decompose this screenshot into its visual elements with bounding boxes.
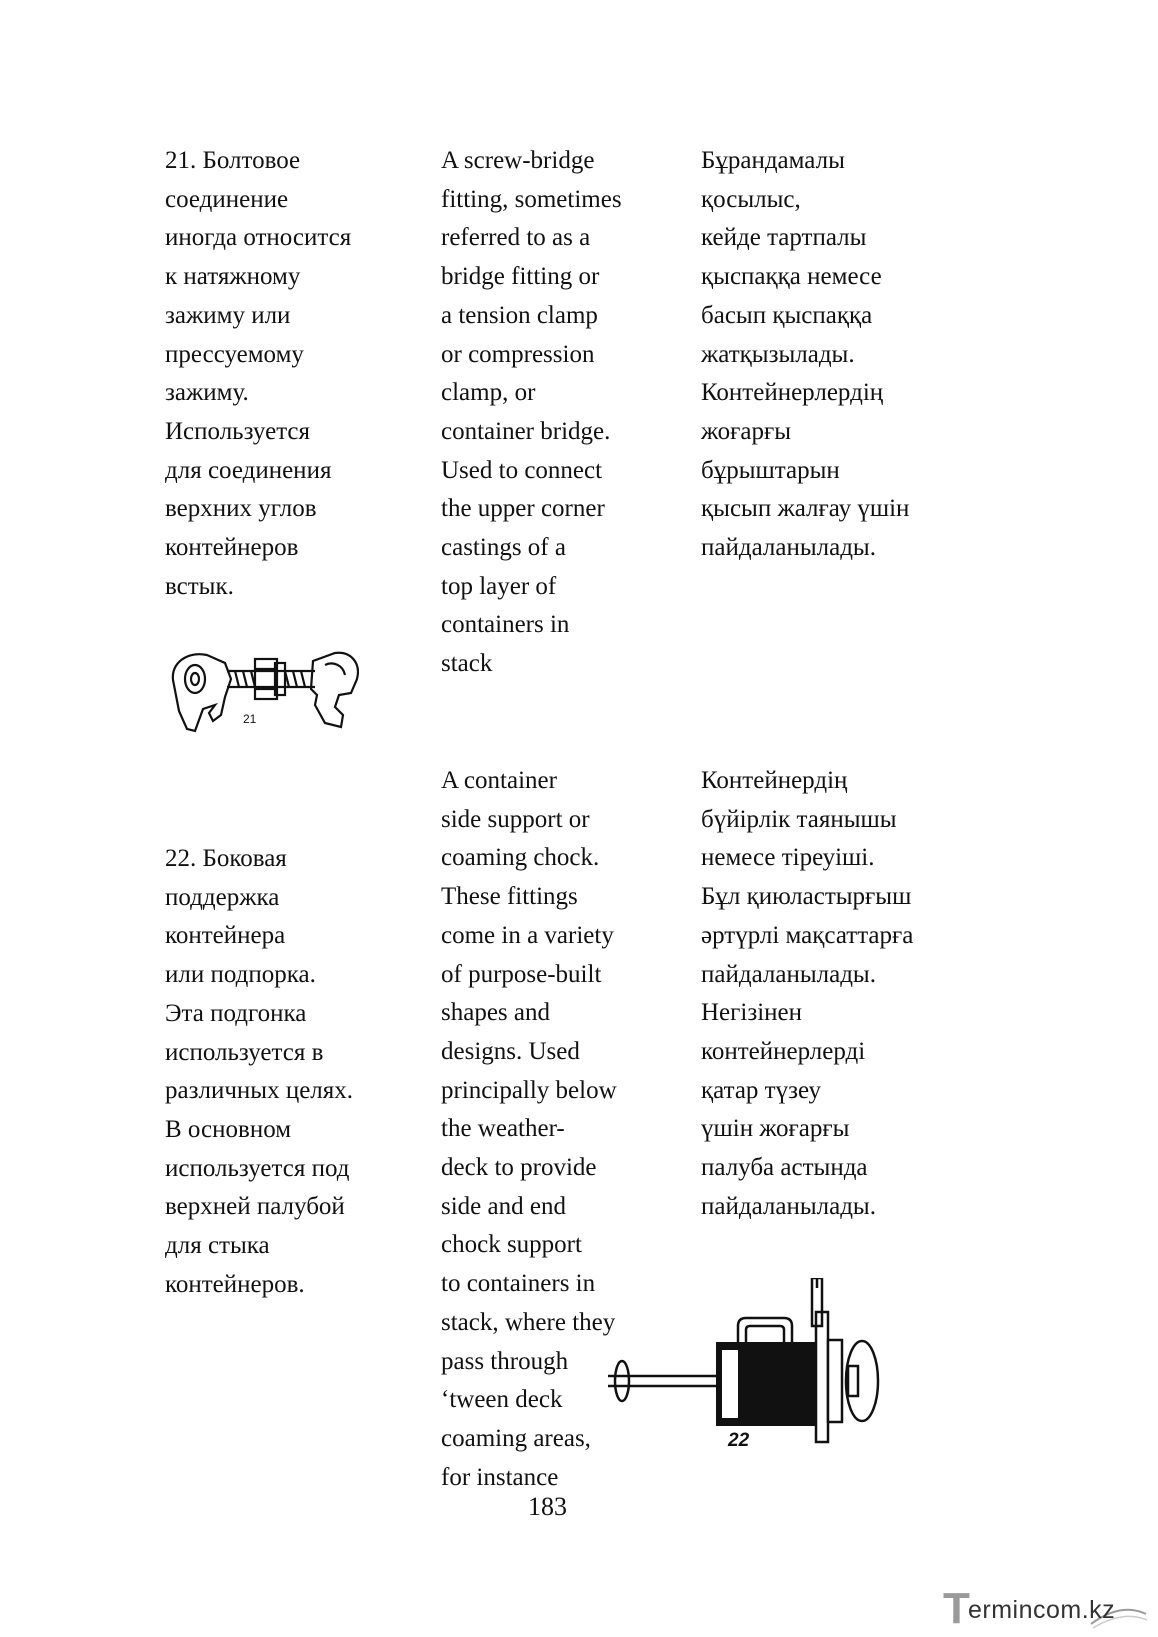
entry-22-russian: 22. Боковая поддержка контейнера или подпорка. Эта подгонка используется в различных целях. В основном используется под верхней палубой для стыка контейнеров. [165, 845, 354, 1298]
logo-first-letter: T [943, 1584, 970, 1633]
entry-21-english: A screw-bridge fitting, sometimes referred to as a bridge fitting or a tension clamp or compression clamp, or container bridge. Used to connect the upper corner castings of a top layer of containers in stack [441, 147, 622, 678]
entry-22-kazakh: Контейнердің бүйірлік таянышы немесе тіреуіші. Бұл қиюластырғыш әртүрлі мақсаттарға пайдаланылады. Негізінен контейнерлерді қатар түзеу үшін жоғарғы палуба астында пайдаланылады. [701, 767, 914, 1220]
figure-22-label: 22 [728, 1430, 750, 1451]
screw-bridge-fitting-illustration [165, 635, 365, 755]
figure-21-label: 21 [243, 712, 257, 726]
terminкom-logo [943, 1584, 1148, 1633]
entry-21-kazakh: Бұрандамалы қосылыс, кейде тартпалы қыспаққа немесе басып қыспаққа жатқызылады. Контейнерлердің жоғарғы бұрыштарын қысып жалғау үшін пайдаланылады. [701, 147, 910, 562]
entry-21-russian: 21. Болтовое соединение иногда относится к натяжному зажиму или прессуемому зажиму. Используется для соединения верхних углов контейнеров встык. [165, 147, 352, 600]
logo-text: ermincom.kz [968, 1596, 1116, 1624]
container-side-support-illustration [608, 1278, 908, 1458]
entry-22-english: A container side support or coaming chock. These fittings come in a variety of purpose-built shapes and designs. Used principally below the weather- deck to provide side and end chock support to containers in stack, where they pass through ‘tween deck coaming areas, for instance [441, 767, 617, 1491]
page-number: 183 [528, 1492, 567, 1521]
